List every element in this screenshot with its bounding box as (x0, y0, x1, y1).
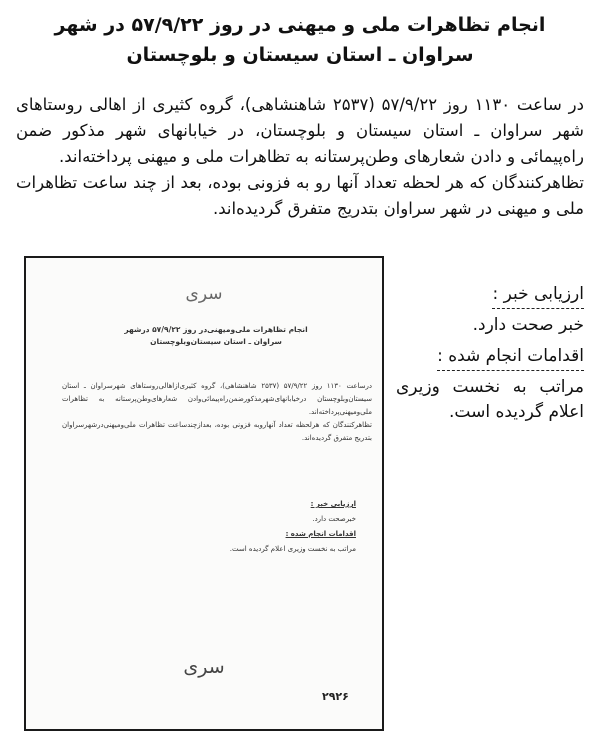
report-paragraph-1: در ساعت ۱۱۳۰ روز ۵۷/۹/۲۲ (۲۵۳۷ شاهنشاهی)، گروه کثیری از اهالی روستاهای شهر سراوان ـ استان سیستان و بلوچستان، در خیابانهای شهر مذکور ضمن راه‌پیمائی و دادن شعارهای وطن‌پرستانه به تظاهرات ملی و میهنی پرداخته‌اند. (16, 95, 584, 166)
scan-actions-heading: اقدامات انجام شده : (285, 530, 356, 538)
scan-eval-heading: ارزیابی خبر : (310, 500, 356, 508)
scan-eval-text: خبرصحت دارد. (312, 515, 356, 523)
report-paragraph-2: تظاهرکنندگان که هر لحظه تعداد آنها رو به فزونی بوده، بعد از چند ساعت تظاهرات ملی و میهنی در شهر سراوان بتدریج متفرق گردیده‌اند. (16, 173, 584, 218)
report-body (16, 92, 584, 222)
scan-paragraph-2: تظاهرکنندگان که هرلحظه تعداد آنهاروبه فزونی بوده، بعدازچندساعت تظاهرات ملی‌ومیهنی‌درشهرسراوان بتدریج متفرق گردیده‌اند. (62, 421, 372, 442)
assessment-text: خبر صحت دارد. (472, 315, 584, 335)
document-number: ۲۹۲۶ (322, 690, 349, 703)
scan-paragraph-1: درساعت ۱۱۳۰ روز ۵۷/۹/۲۲ (۲۵۳۷ شاهنشاهی)، گروه کثیری‌ازاهالی‌روستاهای شهرسراوان ـ استان سیستان‌وبلوچستان درخیابانهای‌شهرمذکورضمن‌راه‌پیمائی‌وادن شعارهای‌وطن‌پرستانه به تظاهرات ملی‌ومیهنی‌پرداخته‌اند. (62, 382, 372, 416)
classification-stamp-top: سری (185, 284, 223, 304)
scan-assessment (146, 498, 356, 558)
assessment-heading: ارزیابی خبر : (492, 282, 584, 309)
assessment-panel (396, 282, 584, 429)
title-line-1: انجام تظاهرات ملی و میهنی در روز ۵۷/۹/۲۲ در شهر (54, 14, 546, 36)
actions-heading: اقدامات انجام شده : (437, 344, 584, 371)
scan-actions-text: مراتب به نخست وزیری اعلام گردیده است. (229, 545, 356, 553)
scan-body (62, 380, 372, 445)
page-title (20, 10, 580, 70)
classification-stamp-bottom: سری (183, 656, 225, 678)
scanned-document (24, 256, 384, 731)
scan-title-line-2: سراوان ـ استان سیستان‌وبلوچستان (150, 337, 282, 346)
scan-title (66, 324, 366, 348)
scan-title-line-1: انجام تظاهرات ملی‌ومیهنی‌در روز ۵۷/۹/۲۲ درشهر (124, 325, 308, 334)
actions-text: مراتب به نخست وزیری اعلام گردیده است. (396, 377, 584, 422)
title-line-2: سراوان ـ استان سیستان و بلوچستان (126, 44, 474, 66)
